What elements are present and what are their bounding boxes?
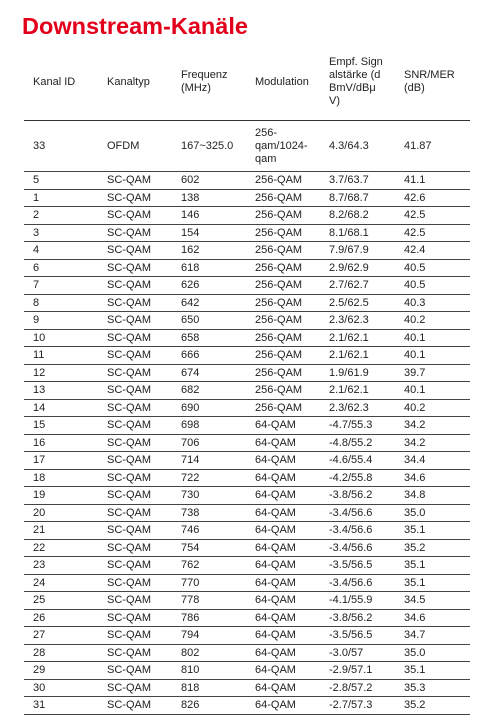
header-modulation: Modulation: [246, 44, 320, 121]
table-row: [24, 434, 470, 452]
header-row: [24, 44, 470, 121]
table-row: [24, 679, 470, 697]
table-row: [24, 539, 470, 557]
cell-modulation: 64-QAM: [246, 452, 320, 470]
cell-kanal-id: 31: [24, 697, 98, 715]
cell-kanaltyp: SC-QAM: [98, 207, 172, 225]
cell-kanal-id: 2: [24, 207, 98, 225]
cell-modulation: 256-QAM: [246, 329, 320, 347]
header-frequenz: [172, 44, 246, 121]
cell-frequenz: 738: [172, 504, 246, 522]
cell-kanaltyp: SC-QAM: [98, 224, 172, 242]
header-kanaltyp: Kanaltyp: [98, 44, 172, 121]
cell-kanaltyp: SC-QAM: [98, 679, 172, 697]
cell-signal: -2.7/57.3: [320, 697, 395, 715]
cell-kanaltyp: SC-QAM: [98, 277, 172, 295]
cell-kanaltyp: SC-QAM: [98, 417, 172, 435]
cell-modulation: 256-QAM: [246, 347, 320, 365]
header-signal-text: Empf. Signalstärke (dBmV/dBμV): [329, 56, 383, 107]
cell-snr: 34.5: [395, 592, 470, 610]
cell-snr: 40.1: [395, 347, 470, 365]
cell-kanaltyp: SC-QAM: [98, 242, 172, 260]
table-row: [24, 574, 470, 592]
cell-frequenz: 826: [172, 697, 246, 715]
cell-frequenz: 770: [172, 574, 246, 592]
cell-kanaltyp: SC-QAM: [98, 364, 172, 382]
cell-modulation: 256-QAM: [246, 277, 320, 295]
header-snr: [395, 44, 470, 121]
table-row: [24, 417, 470, 435]
cell-kanaltyp: SC-QAM: [98, 592, 172, 610]
cell-signal: 8.1/68.1: [320, 224, 395, 242]
cell-frequenz: 146: [172, 207, 246, 225]
cell-modulation: 256-QAM: [246, 189, 320, 207]
table-row: [24, 224, 470, 242]
cell-snr: 35.0: [395, 504, 470, 522]
cell-frequenz: 762: [172, 557, 246, 575]
cell-signal: -3.4/56.6: [320, 539, 395, 557]
cell-modulation: 64-QAM: [246, 627, 320, 645]
cell-kanaltyp: SC-QAM: [98, 259, 172, 277]
cell-kanaltyp: SC-QAM: [98, 697, 172, 715]
cell-signal: -4.7/55.3: [320, 417, 395, 435]
table-row: [24, 259, 470, 277]
cell-kanal-id: 13: [24, 382, 98, 400]
cell-modulation: 256-QAM: [246, 172, 320, 190]
cell-kanaltyp: OFDM: [98, 121, 172, 172]
cell-signal: -3.8/56.2: [320, 487, 395, 505]
cell-snr: 34.8: [395, 487, 470, 505]
cell-kanaltyp: SC-QAM: [98, 487, 172, 505]
table-row: [24, 189, 470, 207]
table-row: [24, 121, 470, 172]
cell-kanal-id: 6: [24, 259, 98, 277]
cell-kanal-id: 22: [24, 539, 98, 557]
cell-kanaltyp: SC-QAM: [98, 329, 172, 347]
cell-kanal-id: 10: [24, 329, 98, 347]
table-row: [24, 399, 470, 417]
cell-frequenz: 722: [172, 469, 246, 487]
cell-kanaltyp: SC-QAM: [98, 504, 172, 522]
cell-snr: 34.4: [395, 452, 470, 470]
cell-kanal-id: 21: [24, 522, 98, 540]
cell-frequenz: 167~325.0: [172, 121, 246, 172]
cell-frequenz: 802: [172, 644, 246, 662]
cell-snr: 40.1: [395, 329, 470, 347]
table-row: [24, 242, 470, 260]
cell-kanaltyp: SC-QAM: [98, 294, 172, 312]
cell-modulation-text: 256-qam/1024-qam: [255, 126, 308, 165]
cell-modulation: 64-QAM: [246, 487, 320, 505]
cell-frequenz: 618: [172, 259, 246, 277]
header-signal: [320, 44, 395, 121]
cell-signal: -3.4/56.6: [320, 522, 395, 540]
cell-signal: -2.8/57.2: [320, 679, 395, 697]
cell-signal: -3.4/56.6: [320, 574, 395, 592]
cell-kanal-id: 1: [24, 189, 98, 207]
cell-kanaltyp: SC-QAM: [98, 469, 172, 487]
table-row: [24, 207, 470, 225]
header-frequenz-line2: (MHz): [181, 82, 211, 94]
cell-kanal-id: 15: [24, 417, 98, 435]
cell-signal: 3.7/63.7: [320, 172, 395, 190]
cell-signal: -3.5/56.5: [320, 557, 395, 575]
page-title: Downstream-Kanäle: [22, 13, 248, 39]
cell-snr: 40.1: [395, 382, 470, 400]
cell-kanaltyp: SC-QAM: [98, 522, 172, 540]
cell-snr: 42.5: [395, 224, 470, 242]
table-row: [24, 644, 470, 662]
cell-snr: 34.7: [395, 627, 470, 645]
table-row: [24, 452, 470, 470]
cell-modulation: 256-QAM: [246, 364, 320, 382]
cell-kanal-id: 18: [24, 469, 98, 487]
cell-kanaltyp: SC-QAM: [98, 574, 172, 592]
cell-kanaltyp: SC-QAM: [98, 382, 172, 400]
cell-modulation: 256-QAM: [246, 224, 320, 242]
cell-frequenz: 154: [172, 224, 246, 242]
cell-modulation: 256-QAM: [246, 242, 320, 260]
cell-kanaltyp: SC-QAM: [98, 644, 172, 662]
cell-snr: 41.87: [395, 121, 470, 172]
cell-frequenz: 810: [172, 662, 246, 680]
cell-modulation: 64-QAM: [246, 574, 320, 592]
cell-signal: -3.5/56.5: [320, 627, 395, 645]
cell-frequenz: 650: [172, 312, 246, 330]
cell-frequenz: 674: [172, 364, 246, 382]
table-row: [24, 557, 470, 575]
cell-kanaltyp: SC-QAM: [98, 662, 172, 680]
cell-kanal-id: 12: [24, 364, 98, 382]
cell-kanal-id: 29: [24, 662, 98, 680]
cell-snr: 35.0: [395, 644, 470, 662]
cell-kanaltyp: SC-QAM: [98, 347, 172, 365]
cell-signal: 8.2/68.2: [320, 207, 395, 225]
cell-modulation: 64-QAM: [246, 679, 320, 697]
cell-frequenz: 746: [172, 522, 246, 540]
cell-modulation: 256-QAM: [246, 207, 320, 225]
cell-kanal-id: 4: [24, 242, 98, 260]
cell-snr: 41.1: [395, 172, 470, 190]
cell-modulation: 256-QAM: [246, 294, 320, 312]
cell-snr: 35.1: [395, 662, 470, 680]
header-kanal-id: Kanal ID: [24, 44, 98, 121]
cell-frequenz: 778: [172, 592, 246, 610]
cell-kanal-id: 20: [24, 504, 98, 522]
cell-kanal-id: 7: [24, 277, 98, 295]
table-row: [24, 347, 470, 365]
table-row: [24, 504, 470, 522]
cell-signal: -3.4/56.6: [320, 504, 395, 522]
header-snr-line2: (dB): [404, 82, 425, 94]
cell-snr: 40.5: [395, 277, 470, 295]
cell-snr: 42.5: [395, 207, 470, 225]
cell-snr: 35.1: [395, 557, 470, 575]
cell-modulation: 64-QAM: [246, 557, 320, 575]
cell-signal: 4.3/64.3: [320, 121, 395, 172]
cell-signal: -3.0/57: [320, 644, 395, 662]
cell-kanal-id: 16: [24, 434, 98, 452]
table-row: [24, 329, 470, 347]
cell-frequenz: 714: [172, 452, 246, 470]
cell-signal: 2.5/62.5: [320, 294, 395, 312]
cell-signal: 2.1/62.1: [320, 382, 395, 400]
cell-frequenz: 754: [172, 539, 246, 557]
cell-frequenz: 794: [172, 627, 246, 645]
cell-modulation: 64-QAM: [246, 609, 320, 627]
cell-modulation: 256-QAM: [246, 312, 320, 330]
table-body: [24, 121, 470, 715]
cell-snr: 40.5: [395, 259, 470, 277]
cell-kanal-id: 11: [24, 347, 98, 365]
table-row: [24, 294, 470, 312]
cell-snr: 35.3: [395, 679, 470, 697]
cell-snr: 42.4: [395, 242, 470, 260]
cell-signal: 2.9/62.9: [320, 259, 395, 277]
cell-kanal-id: 33: [24, 121, 98, 172]
table-header: [24, 44, 470, 121]
cell-snr: 34.6: [395, 469, 470, 487]
cell-signal: -2.9/57.1: [320, 662, 395, 680]
cell-modulation: 256-QAM: [246, 382, 320, 400]
cell-kanaltyp: SC-QAM: [98, 452, 172, 470]
cell-modulation: 64-QAM: [246, 539, 320, 557]
table-row: [24, 487, 470, 505]
cell-kanaltyp: SC-QAM: [98, 189, 172, 207]
cell-kanal-id: 30: [24, 679, 98, 697]
cell-kanal-id: 8: [24, 294, 98, 312]
cell-snr: 34.2: [395, 434, 470, 452]
cell-frequenz: 138: [172, 189, 246, 207]
cell-kanal-id: 5: [24, 172, 98, 190]
cell-kanal-id: 17: [24, 452, 98, 470]
cell-frequenz: 786: [172, 609, 246, 627]
cell-frequenz: 642: [172, 294, 246, 312]
cell-signal: 2.1/62.1: [320, 329, 395, 347]
cell-kanaltyp: SC-QAM: [98, 627, 172, 645]
table-row: [24, 364, 470, 382]
cell-signal: -4.1/55.9: [320, 592, 395, 610]
table-row: [24, 382, 470, 400]
cell-modulation: 64-QAM: [246, 469, 320, 487]
table-row: [24, 469, 470, 487]
cell-kanaltyp: SC-QAM: [98, 312, 172, 330]
cell-snr: 35.2: [395, 539, 470, 557]
cell-frequenz: 602: [172, 172, 246, 190]
downstream-channels-table: [24, 44, 470, 715]
table-row: [24, 609, 470, 627]
cell-snr: 34.2: [395, 417, 470, 435]
cell-frequenz: 658: [172, 329, 246, 347]
cell-kanaltyp: SC-QAM: [98, 434, 172, 452]
cell-frequenz: 162: [172, 242, 246, 260]
cell-snr: 35.1: [395, 522, 470, 540]
cell-kanal-id: 14: [24, 399, 98, 417]
cell-modulation: 64-QAM: [246, 434, 320, 452]
cell-frequenz: 690: [172, 399, 246, 417]
cell-signal: -3.8/56.2: [320, 609, 395, 627]
cell-frequenz: 730: [172, 487, 246, 505]
table-row: [24, 172, 470, 190]
cell-kanaltyp: SC-QAM: [98, 172, 172, 190]
table-row: [24, 592, 470, 610]
cell-kanal-id: 9: [24, 312, 98, 330]
cell-snr: 39.7: [395, 364, 470, 382]
cell-frequenz: 626: [172, 277, 246, 295]
cell-snr: 40.2: [395, 312, 470, 330]
table-row: [24, 277, 470, 295]
cell-snr: 40.3: [395, 294, 470, 312]
table-row: [24, 522, 470, 540]
cell-modulation: 256-QAM: [246, 259, 320, 277]
cell-kanaltyp: SC-QAM: [98, 399, 172, 417]
cell-signal: 1.9/61.9: [320, 364, 395, 382]
cell-modulation: 64-QAM: [246, 644, 320, 662]
cell-modulation: [246, 121, 320, 172]
cell-kanal-id: 26: [24, 609, 98, 627]
table-row: [24, 627, 470, 645]
cell-kanal-id: 23: [24, 557, 98, 575]
cell-kanal-id: 3: [24, 224, 98, 242]
table-row: [24, 312, 470, 330]
cell-modulation: 64-QAM: [246, 662, 320, 680]
cell-snr: 40.2: [395, 399, 470, 417]
cell-modulation: 64-QAM: [246, 504, 320, 522]
cell-snr: 42.6: [395, 189, 470, 207]
cell-modulation: 256-QAM: [246, 399, 320, 417]
cell-kanaltyp: SC-QAM: [98, 557, 172, 575]
cell-modulation: 64-QAM: [246, 592, 320, 610]
cell-signal: 7.9/67.9: [320, 242, 395, 260]
cell-signal: 2.7/62.7: [320, 277, 395, 295]
cell-modulation: 64-QAM: [246, 697, 320, 715]
cell-frequenz: 682: [172, 382, 246, 400]
cell-signal: -4.2/55.8: [320, 469, 395, 487]
cell-snr: 35.2: [395, 697, 470, 715]
cell-signal: -4.8/55.2: [320, 434, 395, 452]
cell-modulation: 64-QAM: [246, 417, 320, 435]
cell-kanaltyp: SC-QAM: [98, 609, 172, 627]
cell-frequenz: 818: [172, 679, 246, 697]
cell-signal: 8.7/68.7: [320, 189, 395, 207]
cell-kanal-id: 24: [24, 574, 98, 592]
cell-signal: 2.1/62.1: [320, 347, 395, 365]
cell-snr: 35.1: [395, 574, 470, 592]
cell-modulation: 64-QAM: [246, 522, 320, 540]
cell-kanal-id: 27: [24, 627, 98, 645]
cell-frequenz: 706: [172, 434, 246, 452]
cell-signal: -4.6/55.4: [320, 452, 395, 470]
cell-frequenz: 666: [172, 347, 246, 365]
table-row: [24, 662, 470, 680]
cell-signal: 2.3/62.3: [320, 312, 395, 330]
table-row: [24, 697, 470, 715]
header-frequenz-line1: Frequenz: [181, 69, 228, 81]
cell-signal: 2.3/62.3: [320, 399, 395, 417]
cell-kanaltyp: SC-QAM: [98, 539, 172, 557]
cell-frequenz: 698: [172, 417, 246, 435]
header-snr-line1: SNR/MER: [404, 69, 455, 81]
cell-kanal-id: 28: [24, 644, 98, 662]
cell-kanal-id: 25: [24, 592, 98, 610]
cell-snr: 34.6: [395, 609, 470, 627]
cell-kanal-id: 19: [24, 487, 98, 505]
